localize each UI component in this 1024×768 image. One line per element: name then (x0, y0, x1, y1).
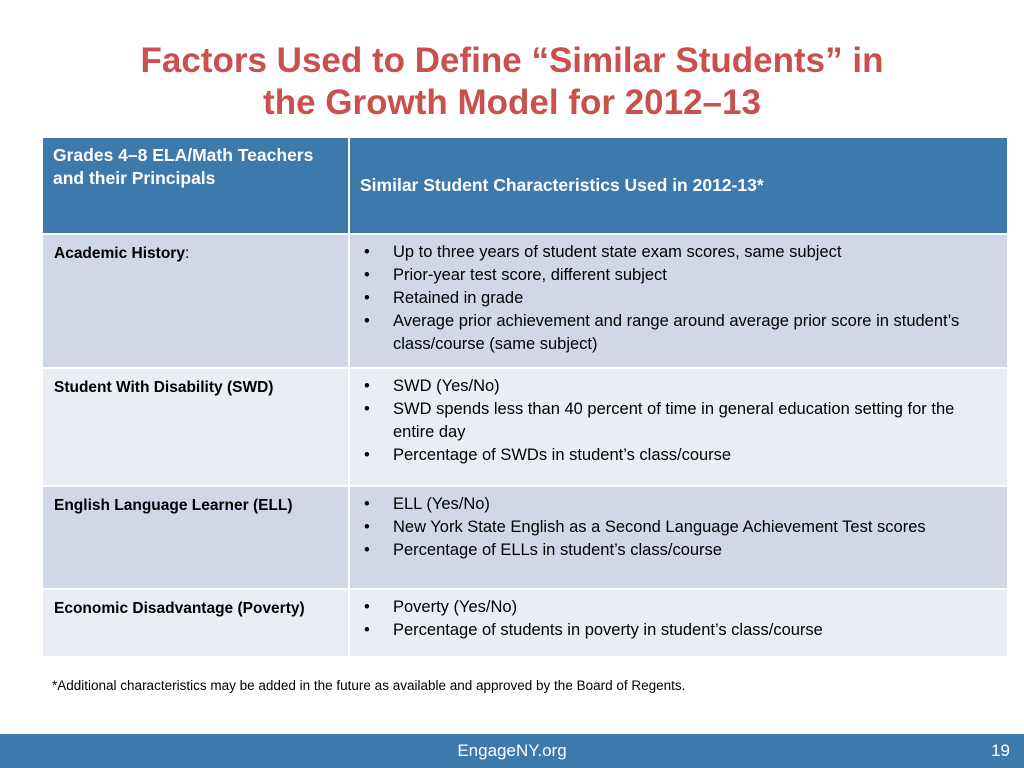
row-label (42, 234, 349, 368)
table-header-row (42, 137, 1008, 234)
table-row-poverty (42, 589, 1008, 657)
row-characteristics (349, 368, 1008, 486)
table-header-teachers: Grades 4–8 ELA/Math Teachers and their Principals (42, 137, 349, 234)
bullet-icon: • (364, 621, 370, 639)
list-item: • Percentage of students in poverty in student’s class/course (362, 619, 993, 642)
list-item: • Retained in grade (362, 287, 993, 310)
list-item: • Percentage of ELLs in student’s class/course (362, 539, 993, 562)
footer-site-link[interactable]: EngageNY.org (457, 741, 567, 760)
slide-title (40, 40, 984, 124)
row-label (42, 368, 349, 486)
row-characteristics (349, 589, 1008, 657)
list-item: • Up to three years of student state exam scores, same subject (362, 241, 993, 264)
row-characteristics (349, 486, 1008, 589)
bullet-icon: • (364, 598, 370, 616)
bullet-icon: • (364, 243, 370, 261)
list-item: • SWD (Yes/No) (362, 375, 993, 398)
row-label-text: Student With Disability (SWD) (54, 379, 274, 396)
bullet-icon: • (364, 312, 370, 330)
list-item: • New York State English as a Second Language Achievement Test scores (362, 516, 993, 539)
list-item: • ELL (Yes/No) (362, 493, 993, 516)
footnote: *Additional characteristics may be added in the future as available and approved by the Board of Regents. (52, 678, 686, 693)
slide-title-line-1: Factors Used to Define “Similar Students” in (140, 41, 884, 80)
row-characteristics (349, 234, 1008, 368)
row-label (42, 589, 349, 657)
list-item: • SWD spends less than 40 percent of time in general education setting for the entire day (364, 400, 955, 441)
list-item: • Percentage of SWDs in student’s class/course (362, 444, 993, 467)
page-number: 19 (991, 741, 1010, 760)
list-item: • Average prior achievement and range around average prior score in student’s class/course (same subject) (364, 312, 960, 353)
row-label-text: English Language Learner (ELL) (54, 497, 293, 514)
table-row-academic-history (42, 234, 1008, 368)
bullet-icon: • (364, 289, 370, 307)
footer-bar (0, 734, 1024, 768)
table-row-ell (42, 486, 1008, 589)
row-label-text: Economic Disadvantage (Poverty) (54, 600, 305, 617)
bullet-icon: • (364, 266, 370, 284)
list-item: • Poverty (Yes/No) (362, 596, 993, 619)
characteristics-table (41, 136, 1009, 658)
table-header-characteristics: Similar Student Characteristics Used in 2012-13* (349, 137, 1008, 234)
bullet-icon: • (364, 400, 370, 418)
bullet-icon: • (364, 541, 370, 559)
bullet-icon: • (364, 518, 370, 536)
bullet-icon: • (364, 377, 370, 395)
bullet-icon: • (364, 446, 370, 464)
table-row-swd (42, 368, 1008, 486)
slide-title-line-2: the Growth Model for 2012–13 (263, 83, 761, 122)
row-label-suffix: : (184, 245, 190, 262)
row-label-text: Academic History (54, 245, 185, 262)
bullet-icon: • (364, 495, 370, 513)
list-item: • Prior-year test score, different subject (362, 264, 993, 287)
row-label (42, 486, 349, 589)
